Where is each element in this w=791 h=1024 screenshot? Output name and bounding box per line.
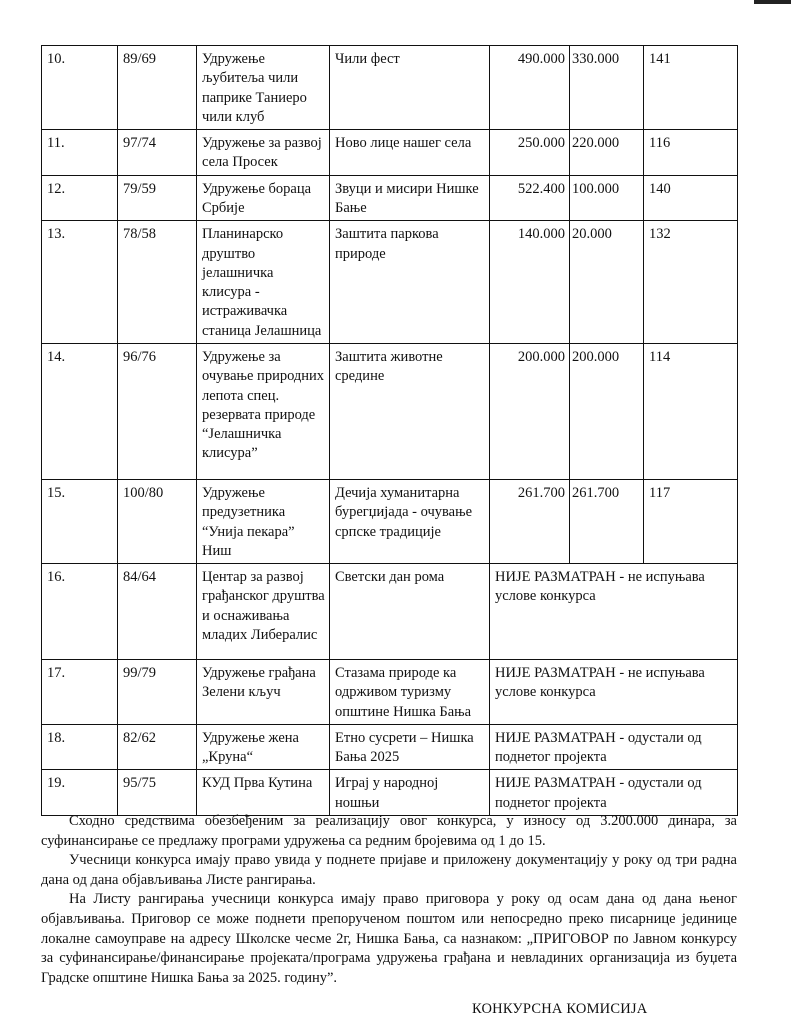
paragraph-inspection: Учесници конкурса имају право увида у поднете пријаве и приложену документацију у року од три радна дана од дана објављивања Листе рангирања. bbox=[41, 852, 737, 888]
table-row bbox=[42, 660, 738, 725]
registration-number: 82/62 bbox=[118, 724, 197, 770]
registration-number: 89/69 bbox=[118, 46, 197, 130]
project-name: Звуци и мисири Нишке Бање bbox=[330, 175, 490, 221]
points: 132 bbox=[644, 221, 738, 344]
applicant-name: Удружење грађана Зелени кључ bbox=[197, 660, 330, 725]
table-row bbox=[42, 175, 738, 221]
approved-amount: 20.000 bbox=[570, 221, 644, 344]
row-number: 10. bbox=[42, 46, 118, 130]
row-number: 11. bbox=[42, 130, 118, 176]
approved-amount: 200.000 bbox=[570, 343, 644, 479]
project-name: Етно сусрети – Нишка Бања 2025 bbox=[330, 724, 490, 770]
approved-amount: 100.000 bbox=[570, 175, 644, 221]
requested-amount: 200.000 bbox=[490, 343, 570, 479]
registration-number: 97/74 bbox=[118, 130, 197, 176]
row-number: 18. bbox=[42, 724, 118, 770]
project-name: Светски дан рома bbox=[330, 564, 490, 660]
status-note: НИЈЕ РАЗМАТРАН - одустали од поднетог пројекта bbox=[490, 724, 738, 770]
applicant-name: Удружење љубитеља чили паприке Таниеро чили клуб bbox=[197, 46, 330, 130]
applicant-name: Удружење за очување природних лепота спец. резервата природе “Јелашничка клисура” bbox=[197, 343, 330, 479]
table-row bbox=[42, 130, 738, 176]
approved-amount: 261.700 bbox=[570, 479, 644, 563]
row-number: 12. bbox=[42, 175, 118, 221]
project-name: Дечија хуманитарна бурегџијада - очување српске традиције bbox=[330, 479, 490, 563]
row-number: 15. bbox=[42, 479, 118, 563]
row-number: 19. bbox=[42, 770, 118, 816]
project-name: Заштита паркова природе bbox=[330, 221, 490, 344]
project-name: Заштита животне средине bbox=[330, 343, 490, 479]
points: 117 bbox=[644, 479, 738, 563]
points: 116 bbox=[644, 130, 738, 176]
points: 114 bbox=[644, 343, 738, 479]
scan-edge-mark bbox=[754, 0, 791, 4]
registration-number: 99/79 bbox=[118, 660, 197, 725]
requested-amount: 490.000 bbox=[490, 46, 570, 130]
applicant-name: Удружење бораца Србије bbox=[197, 175, 330, 221]
paragraph-objection: На Листу рангирања учесници конкурса имају право приговора у року од осам дана од дана њеног објављивања. Приговор се може поднети препорученом поштом или непосредно преко писарнице јединице локалне самоуправе на адресу Школске чесме 2г, Нишка Бања, са назнаком: „ПРИГОВОР по Јавном конкурсу за суфинансирање/финансирање пројеката/програма удружења грађана и невладиних организација из буџета Градске општине Нишка Бања за 2025. годину”. bbox=[41, 891, 737, 986]
row-number: 14. bbox=[42, 343, 118, 479]
table-row bbox=[42, 770, 738, 816]
points: 140 bbox=[644, 175, 738, 221]
requested-amount: 261.700 bbox=[490, 479, 570, 563]
project-name: Ново лице нашег села bbox=[330, 130, 490, 176]
requested-amount: 522.400 bbox=[490, 175, 570, 221]
applicant-name: Планинарско друштво јелашничка клисура - истраживачка станица Јелашница bbox=[197, 221, 330, 344]
applicant-name: КУД Прва Кутина bbox=[197, 770, 330, 816]
table-row bbox=[42, 343, 738, 479]
row-number: 17. bbox=[42, 660, 118, 725]
applicant-name: Удружење жена „Круна“ bbox=[197, 724, 330, 770]
table-row bbox=[42, 564, 738, 660]
registration-number: 100/80 bbox=[118, 479, 197, 563]
requested-amount: 250.000 bbox=[490, 130, 570, 176]
ranking-table bbox=[41, 45, 738, 816]
table-row bbox=[42, 46, 738, 130]
registration-number: 78/58 bbox=[118, 221, 197, 344]
row-number: 13. bbox=[42, 221, 118, 344]
status-note: НИЈЕ РАЗМАТРАН - одустали од поднетог пројекта bbox=[490, 770, 738, 816]
registration-number: 95/75 bbox=[118, 770, 197, 816]
table-row bbox=[42, 221, 738, 344]
requested-amount: 140.000 bbox=[490, 221, 570, 344]
row-number: 16. bbox=[42, 564, 118, 660]
approved-amount: 330.000 bbox=[570, 46, 644, 130]
table-row bbox=[42, 724, 738, 770]
project-name: Стазама природе ка одрживом туризму општине Нишка Бања bbox=[330, 660, 490, 725]
registration-number: 84/64 bbox=[118, 564, 197, 660]
table-row bbox=[42, 479, 738, 563]
status-note: НИЈЕ РАЗМАТРАН - не испуњава услове конкурса bbox=[490, 660, 738, 725]
project-name: Чили фест bbox=[330, 46, 490, 130]
status-note: НИЈЕ РАЗМАТРАН - не испуњава услове конкурса bbox=[490, 564, 738, 660]
paragraph-funding: Сходно средствима обезбеђеним за реализацију овог конкурса, у износу од 3.200.000 динара, за суфинансирање се предлажу програми удружења са редним бројевима од 1 до 15. bbox=[41, 813, 737, 849]
applicant-name: Центар за развоj грађанског друштва и оснаживања младих Либералис bbox=[197, 564, 330, 660]
approved-amount: 220.000 bbox=[570, 130, 644, 176]
registration-number: 96/76 bbox=[118, 343, 197, 479]
applicant-name: Удружење за развој села Просек bbox=[197, 130, 330, 176]
applicant-name: Удружење предузетника “Унија пекара” Ниш bbox=[197, 479, 330, 563]
registration-number: 79/59 bbox=[118, 175, 197, 221]
signature-committee: КОНКУРСНА КОМИСИЈА bbox=[472, 1001, 648, 1017]
project-name: Играј у народној ношњи bbox=[330, 770, 490, 816]
points: 141 bbox=[644, 46, 738, 130]
body-text bbox=[41, 812, 737, 988]
